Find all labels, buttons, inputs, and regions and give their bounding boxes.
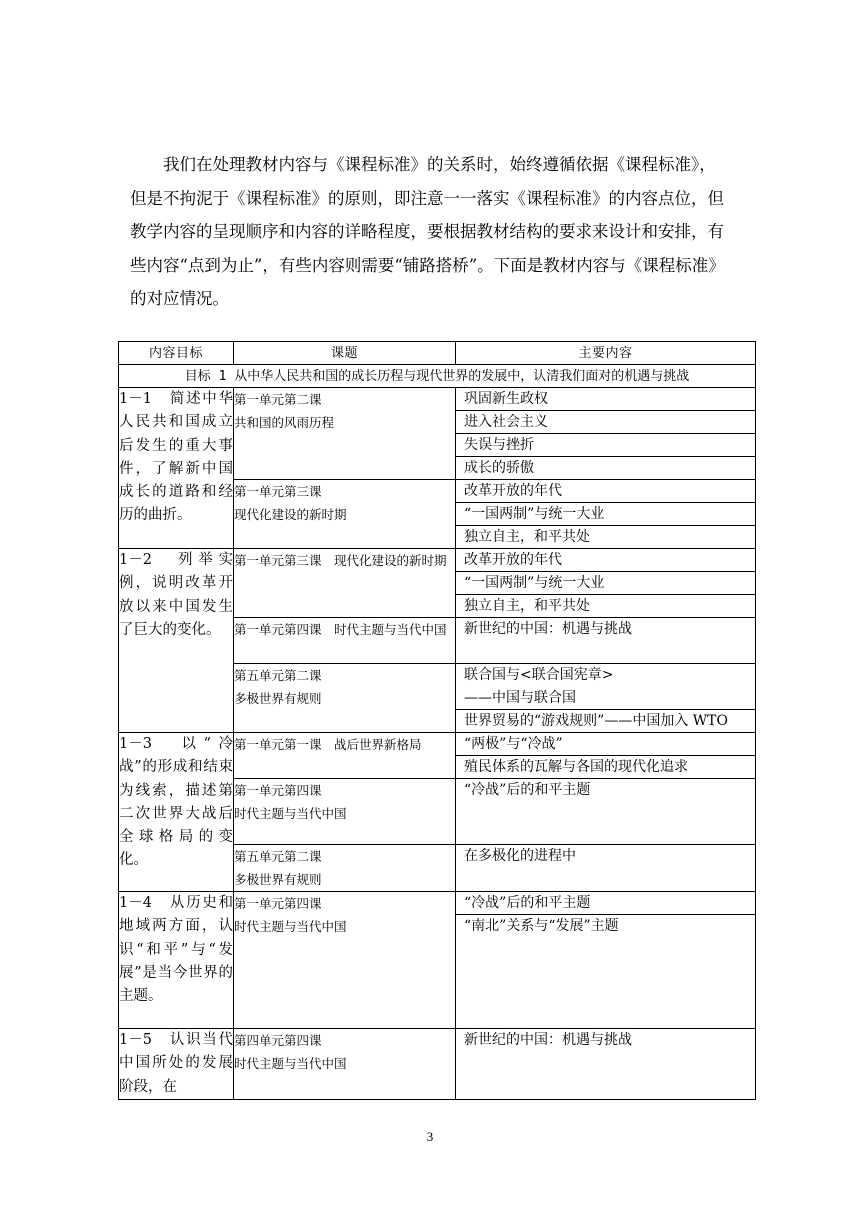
lesson-unit: 第一单元第三课 <box>234 484 322 499</box>
content-item: 进入社会主义 <box>456 411 755 434</box>
lesson-cell: 第一单元第三课 现代化建设的新时期 <box>234 549 456 618</box>
header-lesson: 课题 <box>234 342 456 365</box>
lesson-cell <box>234 480 456 549</box>
content-item: 殖民体系的瓦解与各国的现代化追求 <box>464 759 688 775</box>
lesson-cell <box>234 1029 456 1100</box>
content-item: 改革开放的年代 <box>456 549 755 572</box>
content-item: 独立自主，和平共处 <box>464 529 590 545</box>
table-row <box>119 1029 756 1100</box>
objective-1-3: 1－3 以“冷战”的形成和结束为线索，描述第二次世界大战后全球格局的变化。 <box>119 733 234 892</box>
header-objective: 内容目标 <box>119 342 234 365</box>
content-cell <box>456 733 756 779</box>
lesson-title: 多极世界有规则 <box>234 691 322 706</box>
lesson-cell <box>234 388 456 480</box>
content-cell: 在多极化的进程中 <box>456 845 756 892</box>
content-item: 改革开放的年代 <box>456 480 755 503</box>
content-cell <box>456 664 756 733</box>
objective-1-1: 1－1 简述中华人民共和国成立后发生的重大事件，了解新中国成长的道路和经历的曲折。 <box>119 388 234 549</box>
lesson-unit: 第一单元第四课 <box>234 896 322 911</box>
content-cell <box>456 618 756 664</box>
curriculum-table <box>118 341 756 1100</box>
content-item <box>456 664 755 710</box>
table-row <box>119 892 756 1029</box>
lesson-unit: 第一单元第四课 <box>234 783 322 798</box>
lesson-title: 时代主题与当代中国 <box>234 1056 347 1071</box>
goal-row <box>119 365 756 388</box>
content-item: 世界贸易的“游戏规则”——中国加入 WTO <box>464 713 728 729</box>
content-item: “两极”与“冷战” <box>456 733 755 756</box>
goal-text: 目标 1 从中华人民共和国的成长历程与现代世界的发展中，认清我们面对的机遇与挑战 <box>119 365 756 388</box>
content-cell: 新世纪的中国：机遇与挑战 <box>456 1029 756 1100</box>
content-item: “一国两制”与统一大业 <box>456 503 755 526</box>
intro-paragraph: 我们在处理教材内容与《课程标准》的关系时，始终遵循依据《课程标准》，但是不拘泥于《课程标准》的原则，即注意一一落实《课程标准》的内容点位，但教学内容的呈现顺序和内容的详略程度，要根据教材结构的要求来设计和安排，有些内容“点到为止”，有些内容则需要“铺路搭桥”。下面是教材内容与《课程标准》的对应情况。 <box>130 155 725 308</box>
content-item: 新世纪的中国：机遇与挑战 <box>464 621 632 637</box>
table-header-row <box>119 342 756 365</box>
table-row <box>119 388 756 480</box>
content-cell <box>456 480 756 549</box>
lesson-unit: 第一单元第二课 <box>234 392 322 407</box>
table-row <box>119 733 756 779</box>
table-row <box>119 549 756 618</box>
lesson-cell <box>234 892 456 1029</box>
lesson-unit: 第五单元第二课 <box>234 668 322 683</box>
content-item: 巩固新生政权 <box>456 388 755 411</box>
objective-1-2: 1－2 列举实例，说明改革开放以来中国发生了巨大的变化。 <box>119 549 234 733</box>
lesson-title: 时代主题与当代中国 <box>234 806 347 821</box>
header-content: 主要内容 <box>456 342 756 365</box>
content-item: 成长的骄傲 <box>464 460 534 476</box>
page-number: 3 <box>426 1129 434 1144</box>
lesson-unit: 第四单元第四课 <box>234 1033 322 1048</box>
lesson-title: 共和国的风雨历程 <box>234 415 335 430</box>
content-cell <box>456 388 756 480</box>
content-item: 独立自主，和平共处 <box>464 598 590 614</box>
lesson-cell: 第一单元第四课 时代主题与当代中国 <box>234 618 456 664</box>
content-line: 联合国与<联合国宪章> <box>464 667 614 683</box>
content-item: “冷战”后的和平主题 <box>456 892 755 915</box>
content-item: “南北”关系与“发展”主题 <box>464 918 619 934</box>
content-cell <box>456 549 756 618</box>
lesson-cell: 第一单元第一课 战后世界新格局 <box>234 733 456 779</box>
content-item: “一国两制”与统一大业 <box>456 572 755 595</box>
content-cell <box>456 892 756 1029</box>
lesson-title: 多极世界有规则 <box>234 872 322 887</box>
lesson-title: 时代主题与当代中国 <box>234 919 347 934</box>
lesson-cell <box>234 779 456 845</box>
objective-1-4: 1－4 从历史和地域两方面，认识“和平”与“发展”是当今世界的主题。 <box>119 892 234 1029</box>
lesson-cell <box>234 664 456 733</box>
content-line: ——中国与联合国 <box>464 689 576 706</box>
lesson-unit: 第五单元第二课 <box>234 849 322 864</box>
content-item: 失误与挫折 <box>456 434 755 457</box>
lesson-title: 现代化建设的新时期 <box>234 507 347 522</box>
lesson-cell <box>234 845 456 892</box>
content-cell: “冷战”后的和平主题 <box>456 779 756 845</box>
objective-1-5: 1－5 认识当代中国所处的发展阶段，在 <box>119 1029 234 1100</box>
